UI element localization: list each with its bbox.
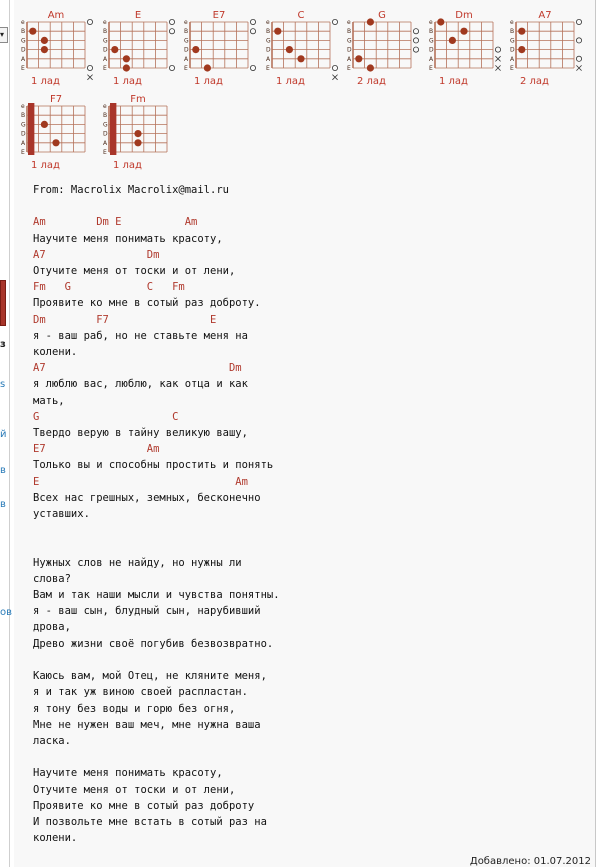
string-label: e [102, 19, 107, 26]
finger-dot [52, 139, 59, 146]
lyric-line: Мне не нужен ваш меч, мне нужна ваша [33, 718, 261, 731]
fret-label: 1 лад [31, 160, 60, 171]
string-label: B [103, 112, 108, 120]
chord-line: G C [33, 410, 179, 423]
lyric-line: я - ваш раб, но не ставьте меня на [33, 329, 248, 342]
finger-dot [274, 28, 281, 35]
finger-dot [41, 37, 48, 44]
fret-label: 1 лад [194, 76, 223, 87]
open-string-mark [250, 19, 255, 24]
string-label: G [347, 37, 352, 45]
chord-diagram[interactable] [99, 8, 175, 94]
open-string-mark [87, 65, 92, 70]
string-label: G [265, 37, 271, 45]
lyric-line: Научите меня понимать красоту, [33, 767, 223, 780]
lyric-line: колени. [33, 832, 78, 845]
finger-dot [29, 28, 36, 35]
finger-dot [285, 46, 292, 53]
finger-dot [355, 55, 362, 62]
string-label: B [347, 28, 352, 36]
chord-line: A7 Dm [33, 248, 160, 261]
lyric-line: колени. [33, 346, 78, 359]
open-string-mark [413, 29, 418, 34]
song-text [33, 182, 280, 846]
string-label: A [428, 55, 433, 63]
open-string-mark [250, 29, 255, 34]
lyric-line: Только вы и способны простить и понять [33, 459, 274, 472]
open-string-mark [576, 19, 581, 24]
finger-dot [460, 28, 467, 35]
string-label: A [21, 55, 26, 63]
chord-line: Dm F7 E [33, 313, 217, 326]
lyric-line: Научите меня понимать красоту, [33, 232, 223, 245]
string-label: D [184, 46, 189, 54]
finger-dot [122, 64, 129, 71]
open-string-mark [169, 65, 174, 70]
string-label: e [21, 103, 25, 110]
string-label: G [510, 37, 515, 45]
lyric-line: дрова, [33, 621, 71, 634]
string-label: D [510, 46, 515, 54]
string-label: D [265, 46, 271, 54]
finger-dot [297, 55, 304, 62]
chord-diagram[interactable] [506, 8, 582, 94]
chord-line: Am Dm E Am [33, 216, 198, 229]
lyric-line: Древо жизни своё погубив безвозвратно. [33, 637, 274, 650]
string-label: E [510, 65, 514, 72]
fret-label: 1 лад [275, 76, 305, 87]
open-string-mark [413, 38, 418, 43]
lyric-line: Твердо верую в тайну великую вашу, [33, 427, 248, 440]
string-label: G [21, 37, 26, 45]
finger-dot [367, 18, 374, 25]
chord-line: E7 Am [33, 443, 160, 456]
string-label: B [265, 28, 270, 36]
chord-diagram[interactable] [343, 8, 419, 94]
lyric-line: Нужных слов не найду, но нужны ли [33, 556, 242, 569]
chord-diagram[interactable] [262, 8, 338, 94]
string-label: D [102, 46, 108, 54]
string-label: G [21, 121, 26, 129]
finger-dot [134, 130, 141, 137]
string-label: D [21, 46, 26, 54]
string-label: G [103, 121, 108, 129]
string-label: A [102, 55, 107, 63]
open-string-mark [332, 19, 337, 24]
string-label: D [347, 46, 352, 54]
chord-name: Fm [130, 94, 146, 105]
lyric-line: ласка. [33, 734, 71, 747]
finger-dot [204, 64, 211, 71]
string-label: B [510, 28, 515, 36]
lyric-line: я тону без воды и горю без огня, [33, 702, 236, 715]
chord-diagram[interactable] [17, 8, 93, 94]
fret-label: 1 лад [31, 76, 60, 87]
string-label: E [103, 149, 107, 156]
sidebar-link-fragment[interactable]: з [0, 339, 6, 350]
string-label: E [102, 65, 107, 72]
lyric-line: мать, [33, 394, 65, 407]
lyric-line: Отучите меня от тоски и от лени, [33, 783, 236, 796]
finger-dot [518, 28, 525, 35]
chord-name: F7 [49, 94, 63, 105]
string-label: e [428, 19, 433, 26]
chord-name: C [297, 10, 304, 21]
string-label: A [347, 55, 352, 63]
fret-label: 1 лад [112, 76, 142, 87]
chord-diagram[interactable] [17, 92, 93, 178]
left-sidebar [0, 0, 13, 867]
finger-dot [448, 37, 455, 44]
string-label: E [21, 149, 25, 156]
chord-diagram[interactable] [425, 8, 501, 94]
finger-dot [122, 55, 129, 62]
lyric-line: я люблю вас, люблю, как отца и как [33, 378, 248, 391]
chord-name: G [378, 10, 386, 21]
string-label: e [21, 19, 25, 26]
string-label: E [428, 65, 433, 72]
finger-dot [192, 46, 199, 53]
chord-line: Fm G C Fm [33, 281, 185, 294]
chord-line: E Am [33, 475, 248, 488]
string-label: A [21, 139, 26, 147]
barre-mark [110, 103, 116, 155]
string-label: e [184, 19, 188, 26]
string-label: E [347, 65, 351, 72]
sidebar-link-fragment[interactable]: ов [0, 607, 13, 618]
sidebar-link-fragment[interactable]: s [0, 379, 6, 390]
string-label: A [184, 55, 189, 63]
string-label: G [184, 37, 189, 45]
string-label: e [265, 19, 270, 26]
string-label: B [428, 28, 433, 36]
sidebar-link-fragment[interactable]: й [0, 429, 7, 440]
string-label: E [184, 65, 188, 72]
string-label: e [347, 19, 351, 26]
lyric-line: я и так уж виною своей распластан. [33, 686, 248, 699]
finger-dot [41, 121, 48, 128]
string-label: A [103, 139, 108, 147]
chord-name: Am [47, 10, 65, 21]
string-label: B [184, 28, 189, 36]
string-label: G [428, 37, 434, 45]
string-label: D [21, 130, 26, 138]
string-label: B [21, 28, 26, 36]
lyric-line: И позвольте мне встать в сотый раз на [33, 815, 267, 828]
string-label: D [103, 130, 108, 138]
lyric-line: Всех нас грешных, земных, бесконечно [33, 491, 261, 504]
chord-name: E [134, 10, 141, 21]
fret-label: 1 лад [438, 76, 468, 87]
lyric-line: Проявите ко мне в сотый раз доброту [33, 799, 255, 812]
fret-label: 2 лад [357, 76, 386, 87]
lyric-line: Каюсь вам, мой Отец, не кляните меня, [33, 670, 267, 683]
sidebar-link-fragment[interactable]: в [0, 499, 6, 510]
chord-name: A7 [538, 10, 552, 21]
open-string-mark [413, 47, 418, 52]
open-string-mark [250, 65, 255, 70]
finger-dot [134, 139, 141, 146]
finger-dot [367, 64, 374, 71]
chord-line: A7 Dm [33, 362, 242, 375]
string-label: G [102, 37, 108, 45]
lyric-line: слова? [33, 572, 71, 585]
sidebar-red-button[interactable] [0, 280, 6, 326]
lyric-line: Отучите меня от тоски и от лени, [33, 265, 236, 278]
finger-dot [41, 46, 48, 53]
finger-dot [111, 46, 118, 53]
string-label: D [428, 46, 434, 54]
string-label: E [21, 65, 25, 72]
open-string-mark [332, 65, 337, 70]
author-line: From: Macrolix Macrolix@mail.ru [33, 184, 229, 196]
open-string-mark [87, 19, 92, 24]
fret-label: 1 лад [113, 160, 142, 171]
string-label: B [21, 112, 26, 120]
chord-diagram[interactable] [99, 92, 175, 178]
barre-mark [28, 103, 34, 155]
string-label: A [265, 55, 270, 63]
finger-dot [518, 46, 525, 53]
string-label: e [510, 19, 514, 26]
open-string-mark [495, 47, 500, 52]
song-panel [14, 0, 596, 867]
sidebar-link-fragment[interactable]: в [0, 465, 6, 476]
string-label: e [103, 103, 107, 110]
string-label: A [510, 55, 515, 63]
open-string-mark [576, 38, 581, 43]
open-string-mark [169, 29, 174, 34]
chord-name: Dm [454, 10, 473, 21]
lyric-line: Проявите ко мне в сотый раз доброту. [33, 297, 261, 310]
string-label: B [102, 28, 107, 36]
lyric-line: я - ваш сын, блудный сын, нарубивший [33, 605, 261, 618]
chord-name: E7 [212, 10, 226, 21]
lyric-line: уставших. [33, 508, 90, 521]
open-string-mark [576, 56, 581, 61]
added-date: Добавлено: 01.07.2012 [469, 856, 591, 867]
finger-dot [437, 18, 444, 25]
string-label: E [265, 65, 270, 72]
open-string-mark [169, 19, 174, 24]
lyric-line: Вам и так наши мысли и чувства понятны. [33, 589, 280, 602]
fret-label: 2 лад [520, 76, 549, 87]
sidebar-select[interactable]: ▾ [0, 27, 8, 43]
chord-diagram[interactable] [180, 8, 256, 94]
